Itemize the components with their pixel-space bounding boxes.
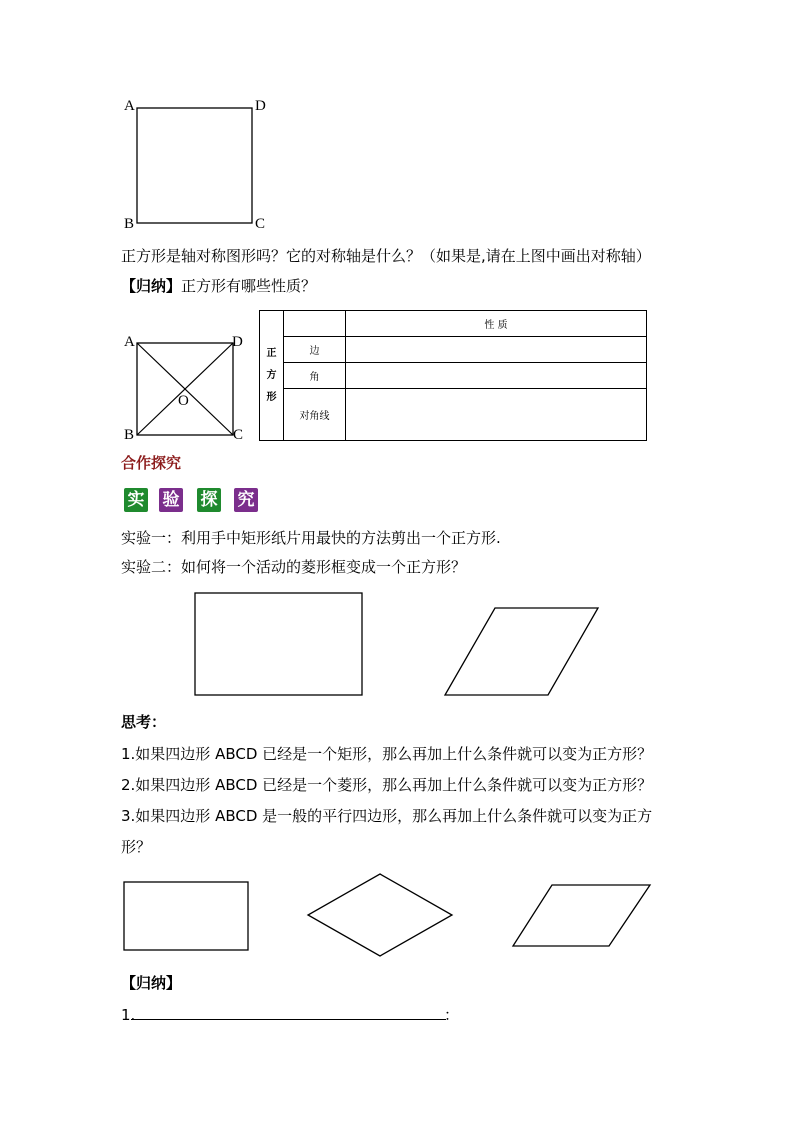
summary-heading-2: 【归纳】 <box>121 974 182 992</box>
vertex-label-a2: A <box>124 334 135 350</box>
experiment-two: 实验二：如何将一个活动的菱形框变成一个正方形？ <box>121 558 467 576</box>
symmetry-question: 正方形是轴对称图形吗？它的对称轴是什么？（如果是,请在上图中画出对称轴） <box>121 247 651 265</box>
banner-tile-4: 究 <box>234 488 258 512</box>
question-2: 2.如果四边形 ABCD 已经是一个菱形，那么再加上什么条件就可以变为正方形？ <box>121 776 653 794</box>
answer-cell-angle[interactable] <box>346 363 647 389</box>
rectangle-rhombus-figures <box>190 588 610 703</box>
vertex-label-d: D <box>255 98 266 114</box>
row-label-side: 边 <box>284 337 346 363</box>
experiment-one: 实验一：利用手中矩形纸片用最快的方法剪出一个正方形. <box>121 529 501 547</box>
table-row-header-text: 正方形 <box>266 347 277 403</box>
summary-text: 正方形有哪些性质？ <box>181 277 317 295</box>
rhombus-shape <box>445 608 598 695</box>
table-col-header: 性 质 <box>346 311 647 337</box>
bottom-parallelogram-shape <box>513 885 650 946</box>
table-row <box>260 337 647 363</box>
row-label-diagonal: 对角线 <box>284 389 346 441</box>
table-corner-cell <box>284 311 346 337</box>
question-1: 1.如果四边形 ABCD 已经是一个矩形，那么再加上什么条件就可以变为正方形？ <box>121 745 653 763</box>
table-row <box>260 389 647 441</box>
vertex-label-c: C <box>255 216 266 232</box>
think-title: 思考： <box>121 713 167 731</box>
quadrilateral-figures <box>120 870 660 962</box>
fill-blank-line[interactable] <box>131 1019 446 1020</box>
vertex-label-d2: D <box>232 334 243 350</box>
answer-cell-side[interactable] <box>346 337 647 363</box>
rectangle-shape <box>195 593 362 695</box>
row-label-angle: 角 <box>284 363 346 389</box>
fill-blank-number: 1. <box>121 1006 136 1024</box>
table-row <box>260 363 647 389</box>
summary-heading <box>121 276 316 296</box>
vertex-label-b: B <box>124 216 135 232</box>
center-label-o: O <box>178 393 189 409</box>
square-diagonals-figure <box>130 336 240 441</box>
question-3-continued: 形？ <box>121 838 152 856</box>
square-properties-table <box>259 310 647 441</box>
vertex-label-a: A <box>124 98 135 114</box>
answer-cell-diagonal[interactable] <box>346 389 647 441</box>
bottom-rectangle-shape <box>124 882 248 950</box>
banner-tile-3: 探 <box>197 488 221 512</box>
bottom-rhombus-shape <box>308 874 452 956</box>
vertex-label-b2: B <box>124 427 135 443</box>
banner-tile-1: 实 <box>124 488 148 512</box>
table-row-header <box>260 311 284 441</box>
vertex-label-c2: C <box>233 427 244 443</box>
fill-blank-end: ： <box>444 1006 460 1024</box>
summary-tag: 【归纳】 <box>121 277 182 295</box>
square-figure <box>130 100 270 230</box>
section-title: 合作探究 <box>121 454 182 472</box>
question-3: 3.如果四边形 ABCD 是一般的平行四边形，那么再加上什么条件就可以变为正方 <box>121 807 653 825</box>
banner-tile-2: 验 <box>159 488 183 512</box>
